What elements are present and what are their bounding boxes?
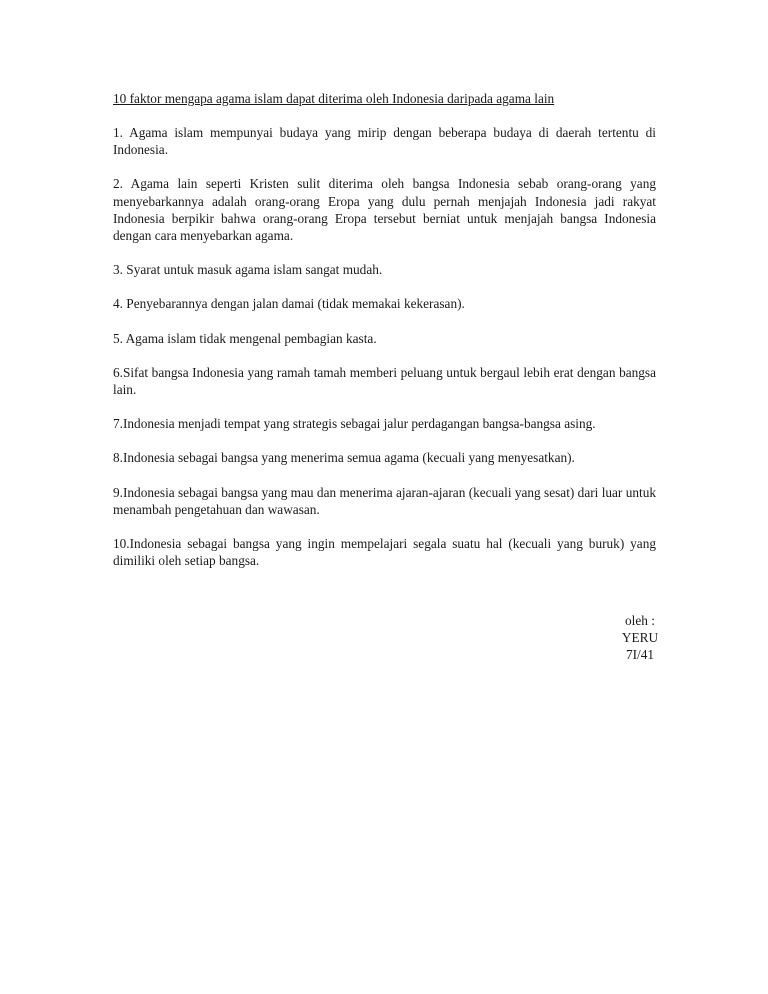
signature-author-name: YERU [621, 630, 659, 646]
paragraph-2: 2. Agama lain seperti Kristen sulit diterima oleh bangsa Indonesia sebab orang-orang yang menyebarkannya adalah orang-orang Eropa yang dulu pernah menjajah Indonesia jadi rakyat Indonesia berpikir bahwa orang-orang Eropa tersebut berniat untuk menjajah bangsa Indonesia dengan cara menyebarkan agama. [113, 176, 656, 244]
paragraph-10: 10.Indonesia sebagai bangsa yang ingin mempelajari segala suatu hal (kecuali yang buruk) yang dimiliki oleh setiap bangsa. [113, 536, 656, 569]
paragraph-6: 6.Sifat bangsa Indonesia yang ramah tamah memberi peluang untuk bergaul lebih erat dengan bangsa lain. [113, 364, 656, 398]
paragraph-4: 4. Penyebarannya dengan jalan damai (tidak memakai kekerasan). [113, 296, 465, 312]
signature-class-number: 7I/41 [625, 647, 655, 663]
paragraph-1: 1. Agama islam mempunyai budaya yang mirip dengan beberapa budaya di daerah tertentu di Indonesia. [113, 125, 656, 158]
paragraph-7: 7.Indonesia menjadi tempat yang strategis sebagai jalur perdagangan bangsa-bangsa asing. [113, 416, 596, 432]
signature-block [610, 612, 670, 664]
paragraph-8: 8.Indonesia sebagai bangsa yang menerima semua agama (kecuali yang menyesatkan). [113, 450, 575, 466]
paragraph-3: 3. Syarat untuk masuk agama islam sangat mudah. [113, 262, 383, 278]
paragraph-5: 5. Agama islam tidak mengenal pembagian kasta. [113, 330, 377, 346]
paragraph-9: 9.Indonesia sebagai bangsa yang mau dan menerima ajaran-ajaran (kecuali yang sesat) dari luar untuk menambah pengetahuan dan wawasan. [113, 484, 656, 517]
document-page [113, 90, 659, 663]
document-title: 10 faktor mengapa agama islam dapat diterima oleh Indonesia daripada agama lain [113, 91, 555, 106]
signature-by-label: oleh : [625, 613, 655, 628]
